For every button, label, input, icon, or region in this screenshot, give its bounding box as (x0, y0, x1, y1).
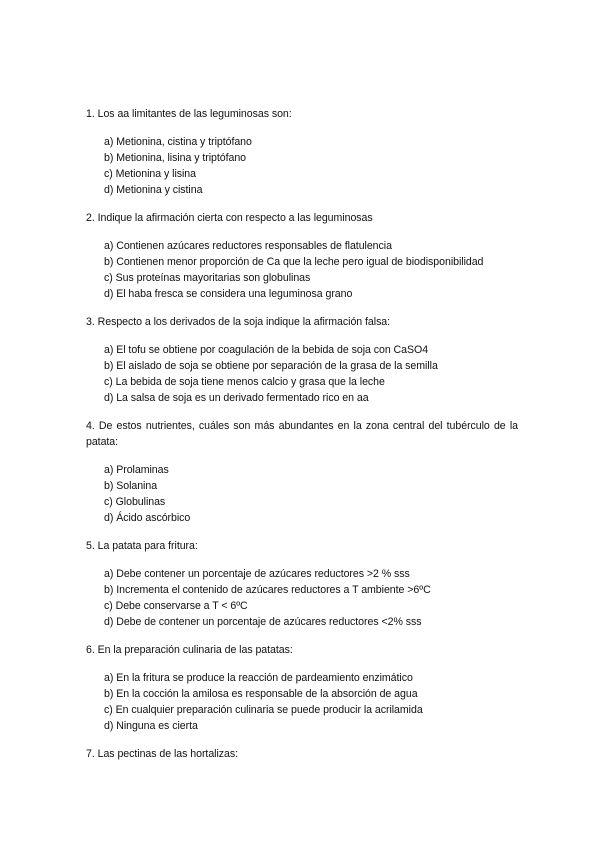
option-a: a) En la fritura se produce la reacción de pardeamiento enzimático (104, 672, 413, 684)
question-text: 1. Los aa limitantes de las leguminosas son: (86, 108, 292, 120)
question-4 (86, 418, 518, 526)
option-c: c) En cualquier preparación culinaria se puede producir la acrilamida (104, 704, 423, 716)
option-c: c) La bebida de soja tiene menos calcio y grasa que la leche (104, 376, 385, 388)
question-text: 2. Indique la afirmación cierta con respecto a las leguminosas (86, 212, 373, 224)
option-list (104, 670, 518, 734)
option-list (104, 566, 518, 630)
question-7 (86, 746, 518, 762)
option-list (104, 134, 518, 198)
option-a: a) Contienen azúcares reductores responsables de flatulencia (104, 240, 392, 252)
question-text: 4. De estos nutrientes, cuáles son más abundantes en la zona central del tubérculo de la patata: (86, 420, 518, 448)
option-c: c) Sus proteínas mayoritarias son globulinas (104, 272, 311, 284)
option-list (104, 462, 518, 526)
option-d: d) La salsa de soja es un derivado fermentado rico en aa (104, 392, 369, 404)
option-b: b) Metionina, lisina y triptófano (104, 152, 247, 164)
option-b: b) Solanina (104, 480, 158, 492)
option-b: b) En la cocción la amilosa es responsable de la absorción de agua (104, 688, 418, 700)
question-text: 3. Respecto a los derivados de la soja indique la afirmación falsa: (86, 316, 391, 328)
option-d: d) Ninguna es cierta (104, 720, 198, 732)
option-a: a) Metionina, cistina y triptófano (104, 136, 252, 148)
option-b: b) Contienen menor proporción de Ca que la leche pero igual de biodisponibilidad (104, 256, 484, 268)
option-d: d) Metionina y cistina (104, 184, 203, 196)
option-d: d) Ácido ascórbico (104, 512, 191, 524)
option-a: a) Prolaminas (104, 464, 169, 476)
option-list (104, 238, 518, 302)
option-d: d) El haba fresca se considera una leguminosa grano (104, 288, 353, 300)
question-1 (86, 106, 518, 198)
question-text: 5. La patata para fritura: (86, 540, 198, 552)
question-2 (86, 210, 518, 302)
option-d: d) Debe de contener un porcentaje de azúcares reductores <2% sss (104, 616, 422, 628)
question-6 (86, 642, 518, 734)
question-text: 6. En la preparación culinaria de las patatas: (86, 644, 293, 656)
option-b: b) Incrementa el contenido de azúcares reductores a T ambiente >6ºC (104, 584, 431, 596)
option-a: a) Debe contener un porcentaje de azúcares reductores >2 % sss (104, 568, 410, 580)
question-3 (86, 314, 518, 406)
option-a: a) El tofu se obtiene por coagulación de la bebida de soja con CaSO4 (104, 344, 429, 356)
option-b: b) El aislado de soja se obtiene por separación de la grasa de la semilla (104, 360, 438, 372)
option-c: c) Metionina y lisina (104, 168, 196, 180)
option-c: c) Globulinas (104, 496, 166, 508)
question-text: 7. Las pectinas de las hortalizas: (86, 748, 238, 760)
exam-page (86, 106, 518, 774)
option-list (104, 342, 518, 406)
option-c: c) Debe conservarse a T < 6ºC (104, 600, 248, 612)
question-5 (86, 538, 518, 630)
